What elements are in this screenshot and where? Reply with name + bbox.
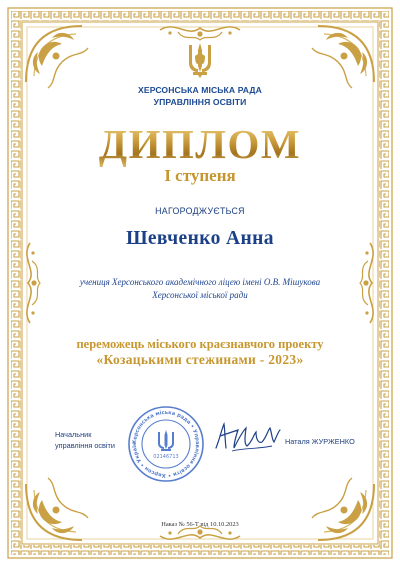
signer-position xyxy=(55,429,115,451)
diploma-title: ДИПЛОМ xyxy=(0,120,400,168)
trident-icon xyxy=(187,42,213,78)
position-line: управління освіти xyxy=(55,441,115,450)
description-line: учениця Херсонського академічного ліцею імені О.В. Мішукова xyxy=(79,277,321,287)
awarded-label: НАГОРОДЖУЄТЬСЯ xyxy=(155,206,245,216)
official-seal xyxy=(126,404,206,484)
seal-ring-text: Херсонська міська рада • Управління освіти • Херсон • Україн xyxy=(131,409,201,479)
seal-code: 02146713 xyxy=(153,454,179,460)
council-name: ХЕРСОНСЬКА МІСЬКА РАДА xyxy=(138,85,262,95)
signer-name: Наталя ЖУРЖЕНКО xyxy=(285,437,355,446)
recipient-description xyxy=(0,276,400,302)
project-name: «Козацькими стежинами - 2023» xyxy=(96,352,304,367)
description-line: Херсонської міської ради xyxy=(152,290,248,300)
recipient-name: Шевченко Анна xyxy=(126,228,274,249)
department-name: УПРАВЛІННЯ ОСВІТИ xyxy=(153,97,247,107)
project-line: переможець міського краєзнавчого проекту xyxy=(76,337,324,351)
position-line: Начальник xyxy=(55,430,92,439)
issuer-header xyxy=(0,84,400,108)
achievement xyxy=(0,336,400,368)
handwritten-signature xyxy=(212,418,282,456)
diploma-degree: І ступеня xyxy=(164,166,236,185)
order-number: Наказ № 56-Т від 10.10.2023 xyxy=(161,521,239,528)
